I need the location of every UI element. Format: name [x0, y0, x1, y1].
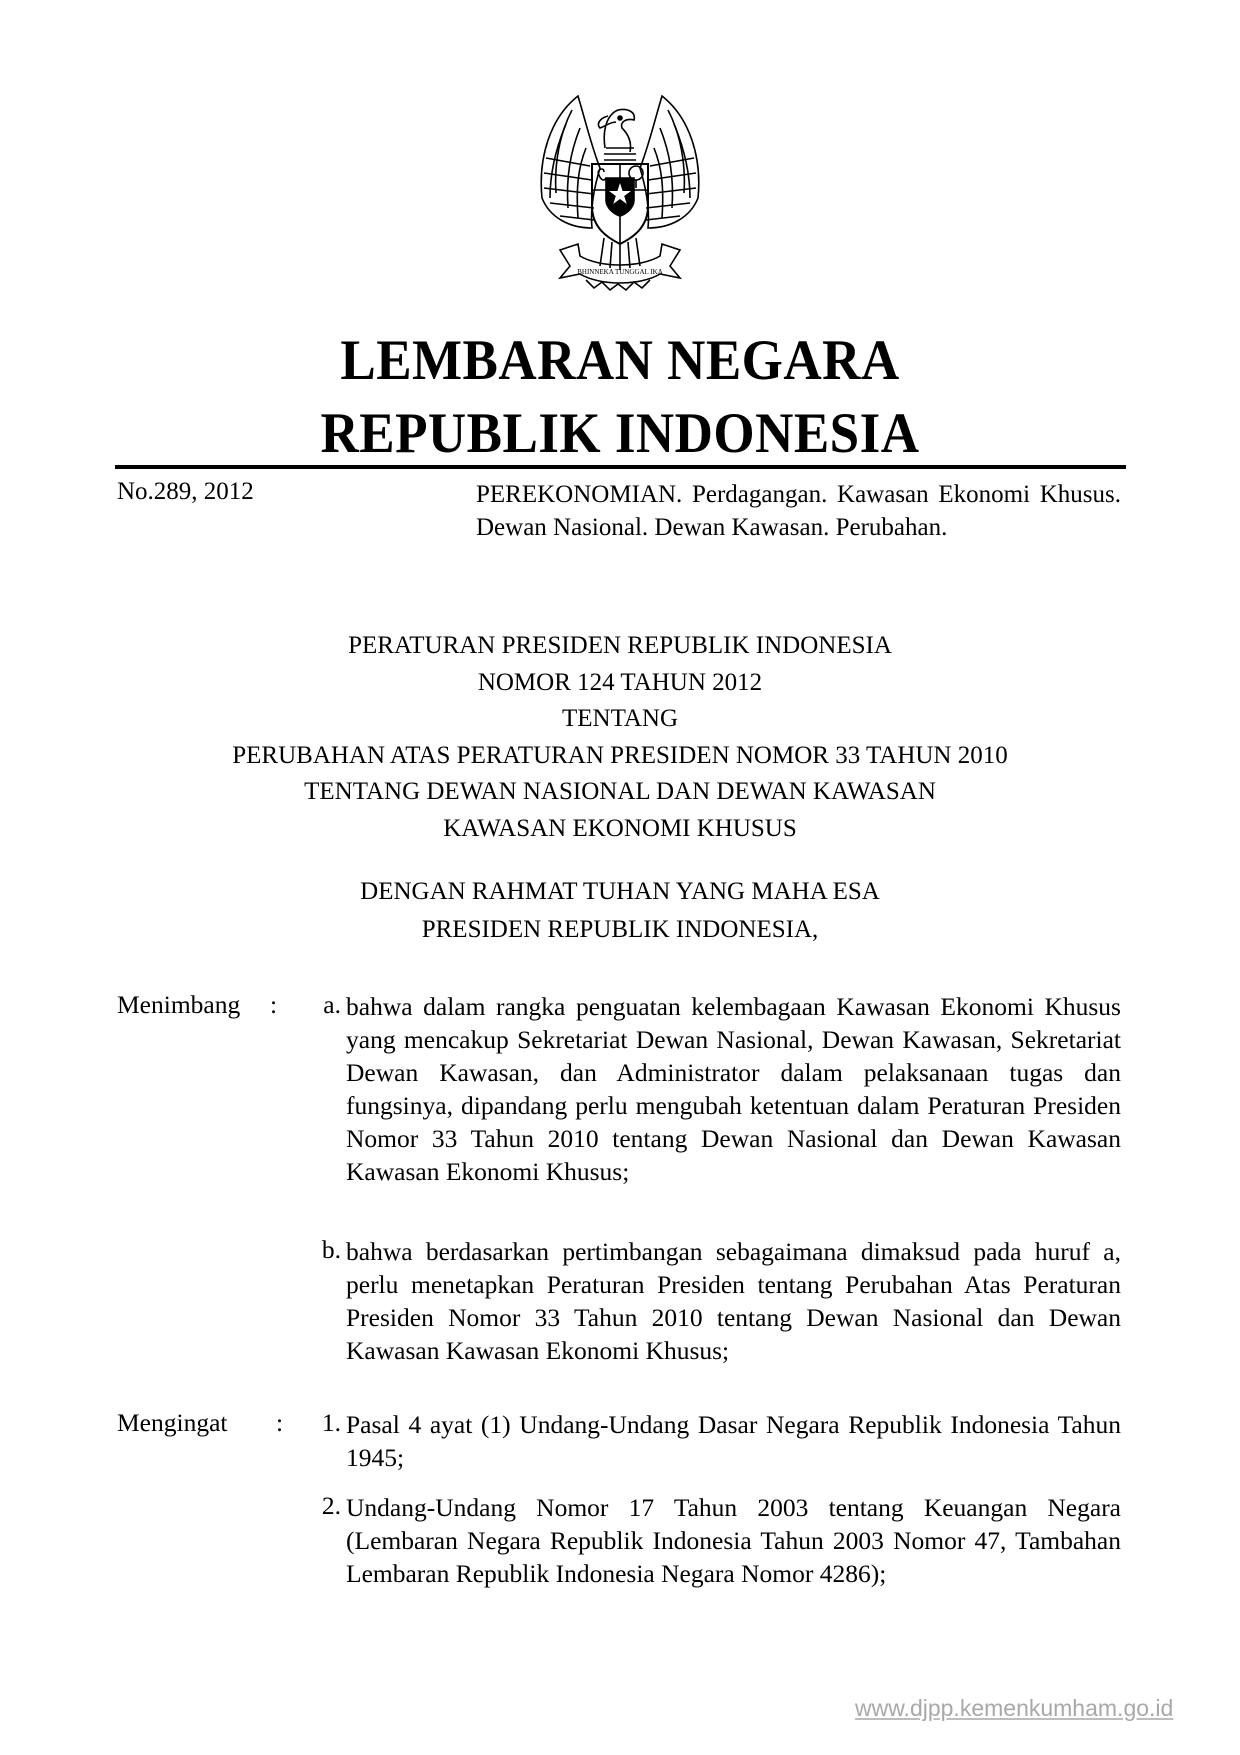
- heading-line: PERUBAHAN ATAS PERATURAN PRESIDEN NOMOR 33 TAHUN 2010: [232, 741, 1008, 769]
- item-text: Undang-Undang Nomor 17 Tahun 2003 tentang Keuangan Negara (Lembaran Negara Republik Indonesia Tahun 2003 Nomor 47, Tambahan Lembaran Republik Indonesia Negara Nomor 4286);: [346, 1493, 1121, 1588]
- opening-line-2: PRESIDEN REPUBLIK INDONESIA,: [421, 916, 819, 943]
- item-text: Pasal 4 ayat (1) Undang-Undang Dasar Negara Republik Indonesia Tahun 1945;: [346, 1410, 1121, 1472]
- masthead-title-line1: LEMBARAN NEGARA: [340, 329, 900, 392]
- heading-line: TENTANG: [561, 705, 679, 732]
- section-label: Mengingat: [117, 1408, 228, 1437]
- opening-line-1: DENGAN RAHMAT TUHAN YANG MAHA ESA: [360, 878, 880, 905]
- heading-line: NOMOR 124 TAHUN 2012: [477, 668, 763, 696]
- opening-formula: [0, 873, 1240, 949]
- item-marker: 2.: [321, 1491, 341, 1520]
- gazette-number: No.289, 2012: [117, 478, 254, 505]
- heading-line: PERATURAN PRESIDEN REPUBLIK INDONESIA: [348, 632, 892, 659]
- section-label: Menimbang: [117, 990, 241, 1019]
- item-text: bahwa berdasarkan pertimbangan sebagaimana dimaksud pada huruf a, perlu menetapkan Peraturan Presiden tentang Perubahan Atas Peraturan Presiden Nomor 33 Tahun 2010 tentang Dewan Nasional dan Dewan Kawasan Kawasan Ekonomi Khusus;: [346, 1237, 1121, 1365]
- heading-line: KAWASAN EKONOMI KHUSUS: [443, 814, 797, 842]
- masthead-divider: [115, 465, 1126, 469]
- section-colon: :: [270, 990, 278, 1019]
- gazette-subject: PEREKONOMIAN. Perdagangan. Kawasan Ekonomi Khusus. Dewan Nasional. Dewan Kawasan. Perubahan.: [476, 481, 1121, 541]
- regulation-heading: [0, 628, 1240, 847]
- item-marker: 1.: [321, 1408, 341, 1437]
- masthead-title-line2: REPUBLIK INDONESIA: [320, 402, 920, 465]
- item-marker: b.: [321, 1235, 341, 1264]
- svg-text:BHINNEKA TUNGGAL IKA: BHINNEKA TUNGGAL IKA: [577, 268, 663, 276]
- section-menimbang: [117, 990, 1127, 1390]
- source-watermark-link[interactable]: www.djpp.kemenkumham.go.id: [855, 1695, 1174, 1721]
- item-marker: a.: [323, 990, 341, 1019]
- section-mengingat: [117, 1408, 1127, 1648]
- section-colon: :: [276, 1408, 284, 1437]
- garuda-emblem-icon: [520, 88, 720, 298]
- item-text: bahwa dalam rangka penguatan kelembagaan Kawasan Ekonomi Khusus yang mencakup Sekretariat Dewan Nasional, Dewan Kawasan, Sekretariat Dewan Kawasan, dan Administrator dalam pelaksanaan tugas dan fungsinya, dipandang perlu mengubah ketentuan dalam Peraturan Presiden Nomor 33 Tahun 2010 tentang Dewan Nasional dan Dewan Kawasan Kawasan Ekonomi Khusus;: [346, 992, 1121, 1186]
- heading-line: TENTANG DEWAN NASIONAL DAN DEWAN KAWASAN: [304, 778, 936, 805]
